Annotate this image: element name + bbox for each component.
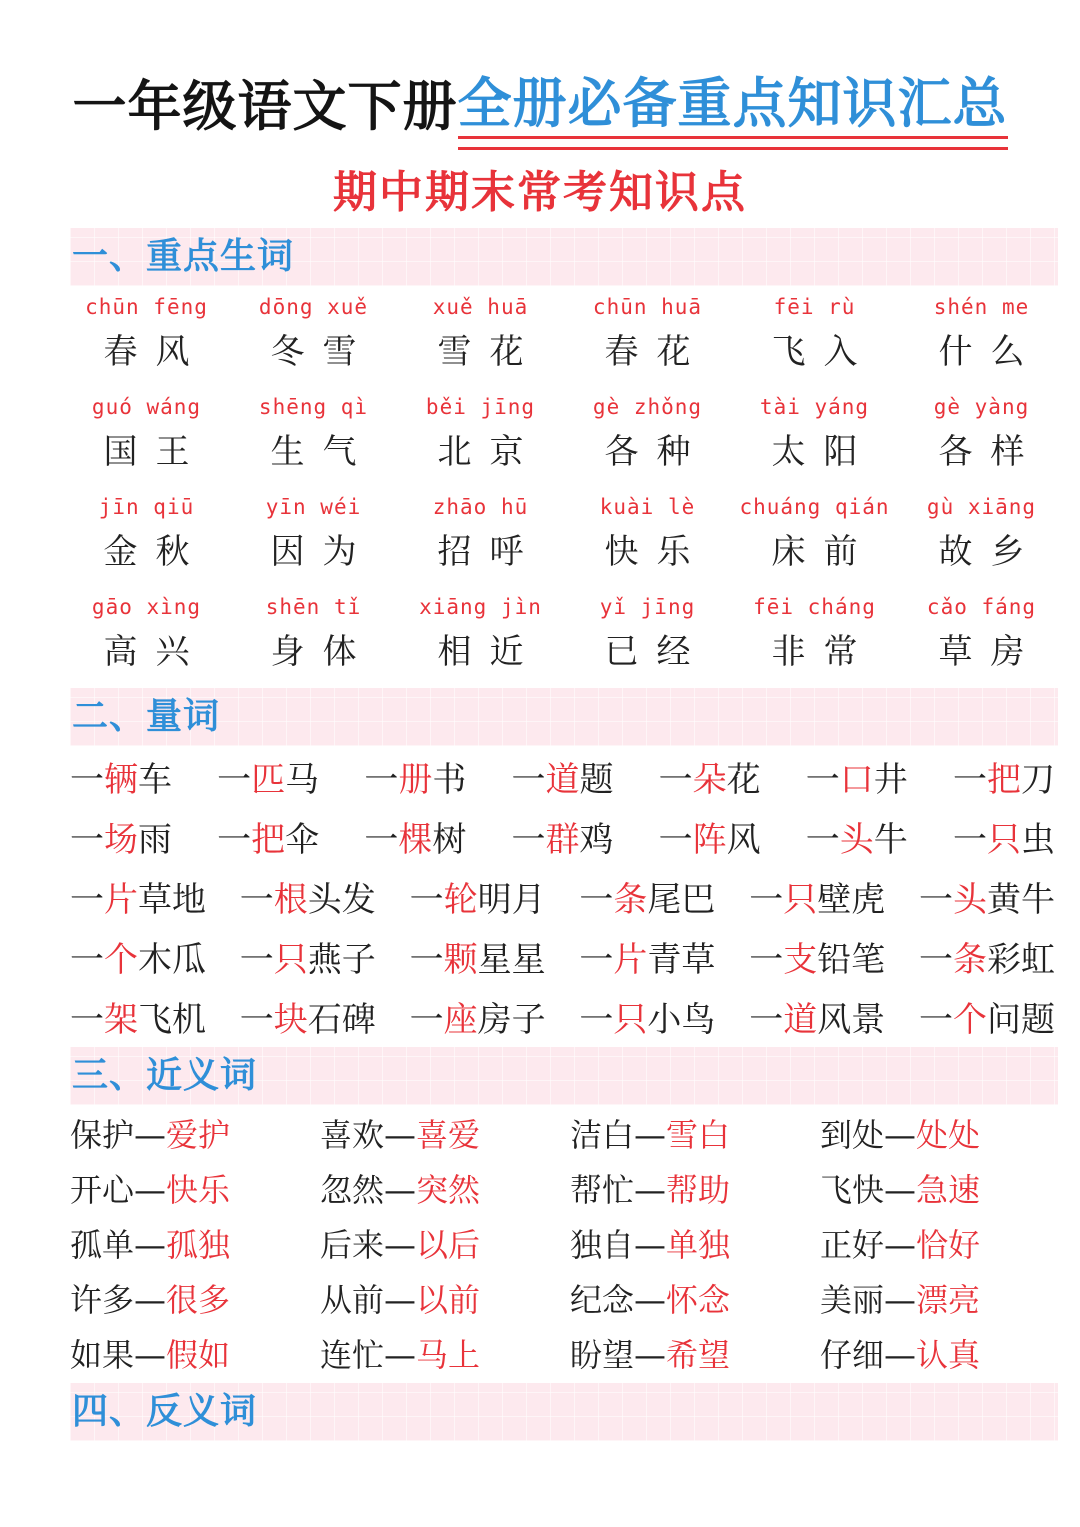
measure-word-noun: 车 [138, 759, 172, 800]
synonym-rhs: 马上 [416, 1336, 481, 1374]
measure-word-qty: 场 [104, 819, 138, 860]
synonym-lhs: 保护 [70, 1116, 135, 1154]
measure-word-item [659, 812, 761, 861]
vocab-hanzi: 金秋 [103, 532, 208, 572]
measure-word-num: 一 [511, 819, 546, 860]
measure-word-noun: 风 [726, 819, 761, 860]
measure-word-qty: 条 [952, 939, 987, 980]
measure-word-noun: 树 [432, 819, 467, 860]
measure-word-num: 一 [217, 759, 252, 800]
synonym-pair [70, 1273, 320, 1328]
measure-word-row [70, 988, 1055, 1044]
synonym-lhs: 喜欢 [320, 1116, 385, 1154]
synonym-rhs: 孤独 [166, 1226, 231, 1264]
measure-word-noun: 问题 [986, 999, 1055, 1040]
synonym-pair [320, 1108, 570, 1163]
measure-word-qty: 把 [986, 759, 1021, 800]
measure-word-qty: 棵 [398, 819, 433, 860]
measure-word-noun: 小鸟 [647, 999, 716, 1040]
vocab-hanzi: 春风 [103, 332, 208, 372]
vocab-item [731, 488, 898, 588]
measure-word-num: 一 [805, 759, 840, 800]
measure-word-qty: 架 [104, 999, 138, 1040]
measure-word-qty: 条 [613, 879, 648, 920]
synonym-rhs: 爱护 [166, 1116, 231, 1154]
synonym-sep: — [134, 1226, 167, 1264]
vocab-pinyin: shēng qì [258, 395, 369, 419]
measure-word-noun: 青草 [647, 939, 716, 980]
measure-word-num: 一 [70, 939, 104, 980]
synonym-pair [70, 1328, 320, 1383]
measure-word-qty: 口 [839, 759, 874, 800]
synonym-pair [570, 1328, 820, 1383]
measure-word-num: 一 [409, 939, 444, 980]
synonym-pair [320, 1163, 570, 1218]
measure-word-num: 一 [217, 819, 252, 860]
measure-word-num: 一 [658, 819, 693, 860]
vocab-item [898, 288, 1065, 388]
synonym-rhs: 快乐 [166, 1171, 231, 1209]
synonym-lhs: 孤单 [70, 1226, 135, 1264]
vocab-pinyin: yīn wéi [265, 495, 362, 519]
measure-word-num: 一 [952, 759, 987, 800]
vocab-hanzi: 相近 [437, 632, 542, 672]
measure-word-num: 一 [749, 999, 784, 1040]
measure-word-item [579, 932, 715, 981]
measure-word-item [919, 872, 1055, 921]
measure-word-item [70, 752, 172, 801]
section-title-vocab: 一、重点生词 [72, 236, 295, 277]
measure-word-item [749, 992, 885, 1041]
measure-word-item [953, 752, 1055, 801]
vocab-item [397, 388, 564, 488]
measure-word-num: 一 [239, 879, 274, 920]
measure-word-num: 一 [70, 879, 104, 920]
vocab-hanzi: 快乐 [604, 532, 709, 572]
synonym-pair [820, 1218, 1070, 1273]
section-title-synonyms: 三、近义词 [72, 1055, 258, 1096]
measure-word-noun: 草地 [138, 879, 206, 920]
vocab-item [731, 288, 898, 388]
vocab-item [63, 588, 230, 688]
measure-word-noun: 木瓜 [138, 939, 206, 980]
vocab-item [230, 288, 397, 388]
measure-word-qty: 辆 [104, 759, 138, 800]
synonym-pair [570, 1273, 820, 1328]
vocab-hanzi: 飞入 [771, 332, 876, 372]
vocab-item [397, 288, 564, 388]
measure-word-item [919, 932, 1055, 981]
measure-word-num: 一 [749, 939, 784, 980]
section-title-antonyms: 四、反义词 [72, 1391, 258, 1432]
vocab-item [63, 488, 230, 588]
vocab-pinyin: yǐ jīng [599, 595, 696, 619]
measure-word-noun: 明月 [477, 879, 546, 920]
measure-word-noun: 鸡 [579, 819, 614, 860]
measure-word-item [70, 872, 206, 921]
measure-word-qty: 只 [783, 879, 818, 920]
vocab-pinyin: dōng xuě [258, 295, 369, 319]
measure-word-noun: 虫 [1020, 819, 1055, 860]
measure-word-item [511, 752, 613, 801]
synonym-sep: — [134, 1336, 167, 1374]
measure-word-qty: 只 [613, 999, 648, 1040]
synonym-lhs: 如果 [70, 1336, 135, 1374]
synonym-rhs: 以后 [416, 1226, 481, 1264]
synonym-sep: — [634, 1116, 667, 1154]
vocab-hanzi: 身体 [270, 632, 375, 672]
synonym-sep: — [634, 1281, 667, 1319]
section-title-measure: 二、量词 [72, 696, 221, 737]
measure-word-row [70, 808, 1055, 864]
measure-word-qty: 册 [398, 759, 433, 800]
measure-word-row [70, 748, 1055, 804]
vocab-item [230, 588, 397, 688]
measure-word-qty: 阵 [692, 819, 727, 860]
vocab-pinyin: chuáng qián [739, 495, 890, 519]
synonym-rhs: 帮助 [666, 1171, 731, 1209]
synonym-lhs: 美丽 [820, 1281, 885, 1319]
vocab-hanzi: 冬雪 [270, 332, 375, 372]
measure-word-item [953, 812, 1055, 861]
measure-word-noun: 花 [726, 759, 761, 800]
vocab-pinyin: chūn fēng [85, 295, 208, 319]
vocab-item [731, 388, 898, 488]
measure-word-noun: 井 [873, 759, 908, 800]
title-main: 一年级语文下册 [72, 74, 458, 138]
synonym-pair [70, 1163, 320, 1218]
measure-word-item [579, 992, 715, 1041]
measure-word-noun: 尾巴 [647, 879, 716, 920]
vocab-pinyin: guó wáng [91, 395, 202, 419]
synonym-rhs: 假如 [166, 1336, 231, 1374]
measure-word-noun: 题 [579, 759, 614, 800]
vocab-item [564, 388, 731, 488]
vocab-pinyin: cǎo fáng [926, 595, 1037, 619]
measure-word-item [217, 752, 319, 801]
synonym-pair [570, 1108, 820, 1163]
vocab-item [397, 588, 564, 688]
measure-word-noun: 头发 [307, 879, 376, 920]
vocab-item [898, 488, 1065, 588]
vocab-item [564, 588, 731, 688]
measure-word-qty: 颗 [443, 939, 478, 980]
measure-word-num: 一 [70, 759, 104, 800]
synonym-rhs: 喜爱 [416, 1116, 481, 1154]
synonym-rhs: 处处 [916, 1116, 981, 1154]
synonym-lhs: 纪念 [570, 1281, 635, 1319]
vocab-hanzi: 太阳 [771, 432, 876, 472]
measure-word-num: 一 [579, 939, 614, 980]
vocab-hanzi: 草房 [938, 632, 1043, 672]
measure-word-noun: 马 [285, 759, 320, 800]
synonym-pair [570, 1163, 820, 1218]
vocab-hanzi: 各种 [604, 432, 709, 472]
vocab-pinyin: tài yáng [759, 395, 870, 419]
synonym-lhs: 连忙 [320, 1336, 385, 1374]
synonym-sep: — [134, 1281, 167, 1319]
vocab-pinyin: zhāo hū [432, 495, 529, 519]
synonym-rhs: 雪白 [666, 1116, 731, 1154]
measure-word-num: 一 [239, 999, 274, 1040]
synonym-pair [320, 1328, 570, 1383]
vocab-hanzi: 已经 [604, 632, 709, 672]
measure-word-item [217, 812, 319, 861]
measure-word-item [240, 992, 376, 1041]
synonym-sep: — [134, 1171, 167, 1209]
synonym-sep: — [634, 1226, 667, 1264]
synonym-lhs: 帮忙 [570, 1171, 635, 1209]
measure-word-item [806, 752, 908, 801]
measure-word-qty: 轮 [443, 879, 478, 920]
synonym-pair [70, 1108, 320, 1163]
measure-word-item [410, 932, 546, 981]
synonym-lhs: 独自 [570, 1226, 635, 1264]
measure-word-item [511, 812, 613, 861]
synonym-sep: — [384, 1171, 417, 1209]
synonym-rhs: 以前 [416, 1281, 481, 1319]
measure-word-qty: 只 [273, 939, 308, 980]
vocab-pinyin: xiāng jìn [419, 595, 542, 619]
vocab-pinyin: fēi cháng [753, 595, 876, 619]
measure-word-noun: 铅笔 [817, 939, 886, 980]
measure-word-qty: 根 [273, 879, 308, 920]
vocab-pinyin: gù xiāng [926, 495, 1037, 519]
measure-word-num: 一 [749, 879, 784, 920]
vocab-pinyin: shēn tǐ [265, 595, 362, 619]
measure-word-qty: 头 [839, 819, 874, 860]
measure-word-num: 一 [409, 999, 444, 1040]
vocab-pinyin: jīn qiū [98, 495, 195, 519]
vocab-hanzi: 春花 [604, 332, 709, 372]
vocab-hanzi: 招呼 [437, 532, 542, 572]
synonym-pair [320, 1218, 570, 1273]
synonym-pair [570, 1218, 820, 1273]
measure-word-qty: 支 [783, 939, 818, 980]
vocab-grid [63, 288, 1063, 688]
measure-word-qty: 片 [613, 939, 648, 980]
measure-word-noun: 伞 [285, 819, 320, 860]
vocab-hanzi: 非常 [771, 632, 876, 672]
measure-word-qty: 把 [251, 819, 286, 860]
measure-word-row [70, 928, 1055, 984]
vocab-item [230, 488, 397, 588]
synonym-pair [70, 1218, 320, 1273]
measure-word-qty: 个 [104, 939, 138, 980]
measure-word-item [659, 752, 761, 801]
measure-word-item [410, 992, 546, 1041]
vocab-pinyin: gè yàng [933, 395, 1030, 419]
vocab-pinyin: gāo xìng [91, 595, 202, 619]
vocab-hanzi: 床前 [771, 532, 876, 572]
vocab-item [63, 288, 230, 388]
measure-word-qty: 群 [545, 819, 580, 860]
synonym-lhs: 正好 [820, 1226, 885, 1264]
vocab-pinyin: shén me [933, 295, 1030, 319]
vocab-item [564, 288, 731, 388]
synonym-sep: — [884, 1336, 917, 1374]
measure-word-noun: 星星 [477, 939, 546, 980]
measure-word-num: 一 [579, 999, 614, 1040]
vocab-hanzi: 北京 [437, 432, 542, 472]
synonym-pair [820, 1163, 1070, 1218]
synonym-rhs: 希望 [666, 1336, 731, 1374]
measure-word-item [70, 812, 172, 861]
synonym-rhs: 认真 [916, 1336, 981, 1374]
measure-word-num: 一 [364, 819, 399, 860]
measure-word-item [410, 872, 546, 921]
measure-word-item [364, 812, 466, 861]
measure-word-noun: 黄牛 [986, 879, 1055, 920]
measure-word-qty: 道 [545, 759, 580, 800]
synonym-lhs: 后来 [320, 1226, 385, 1264]
vocab-hanzi: 故乡 [938, 532, 1043, 572]
measure-word-item [579, 872, 715, 921]
measure-word-num: 一 [918, 999, 953, 1040]
vocab-item [731, 588, 898, 688]
measure-word-noun: 刀 [1020, 759, 1055, 800]
measure-word-qty: 片 [104, 879, 138, 920]
measure-word-num: 一 [579, 879, 614, 920]
vocab-hanzi: 生气 [270, 432, 375, 472]
synonym-rhs: 单独 [666, 1226, 731, 1264]
synonym-rhs: 怀念 [666, 1281, 731, 1319]
synonym-lhs: 盼望 [570, 1336, 635, 1374]
synonym-sep: — [884, 1171, 917, 1209]
measure-word-item [70, 932, 206, 981]
measure-word-row [70, 868, 1055, 924]
synonym-rhs: 很多 [166, 1281, 231, 1319]
measure-word-qty: 头 [952, 879, 987, 920]
synonym-rhs: 急速 [916, 1171, 981, 1209]
measure-word-num: 一 [409, 879, 444, 920]
synonym-lhs: 从前 [320, 1281, 385, 1319]
measure-word-noun: 彩虹 [986, 939, 1055, 980]
measure-word-qty: 座 [443, 999, 478, 1040]
measure-word-item [240, 932, 376, 981]
measure-word-num: 一 [70, 819, 104, 860]
synonym-sep: — [884, 1116, 917, 1154]
measure-word-item [364, 752, 466, 801]
synonym-sep: — [384, 1116, 417, 1154]
measure-word-num: 一 [918, 879, 953, 920]
vocab-pinyin: fēi rù [773, 295, 856, 319]
synonym-lhs: 许多 [70, 1281, 135, 1319]
page-title [0, 62, 1080, 142]
synonym-rhs: 漂亮 [916, 1281, 981, 1319]
synonym-sep: — [384, 1336, 417, 1374]
measure-word-noun: 雨 [138, 819, 172, 860]
measure-word-item [749, 872, 885, 921]
measure-word-noun: 壁虎 [817, 879, 886, 920]
vocab-pinyin: gè zhǒng [592, 395, 703, 419]
vocab-item [564, 488, 731, 588]
page-subtitle: 期中期末常考知识点 [333, 167, 747, 218]
synonym-sep: — [134, 1116, 167, 1154]
measure-word-item [240, 872, 376, 921]
measure-word-num: 一 [239, 939, 274, 980]
measure-word-num: 一 [364, 759, 399, 800]
measure-word-noun: 书 [432, 759, 467, 800]
vocab-item [898, 388, 1065, 488]
measure-word-qty: 朵 [692, 759, 727, 800]
measure-word-item [70, 992, 206, 1041]
vocab-hanzi: 国王 [103, 432, 208, 472]
vocab-pinyin: kuài lè [599, 495, 696, 519]
vocab-hanzi: 什么 [938, 332, 1043, 372]
measure-word-num: 一 [511, 759, 546, 800]
measure-word-item [749, 932, 885, 981]
synonym-sep: — [634, 1171, 667, 1209]
vocab-item [397, 488, 564, 588]
synonym-lhs: 忽然 [320, 1171, 385, 1209]
synonym-lhs: 到处 [820, 1116, 885, 1154]
title-accent: 全册必备重点知识汇总 [458, 61, 1008, 144]
measure-word-noun: 牛 [873, 819, 908, 860]
synonym-pair [820, 1328, 1070, 1383]
synonym-sep: — [884, 1226, 917, 1264]
measure-word-qty: 个 [952, 999, 987, 1040]
vocab-item [63, 388, 230, 488]
measure-word-num: 一 [805, 819, 840, 860]
vocab-hanzi: 各样 [938, 432, 1043, 472]
measure-word-qty: 只 [986, 819, 1021, 860]
vocab-pinyin: chūn huā [592, 295, 703, 319]
measure-word-noun: 石碑 [307, 999, 376, 1040]
measure-word-noun: 房子 [477, 999, 546, 1040]
measure-word-item [919, 992, 1055, 1041]
measure-word-noun: 飞机 [138, 999, 206, 1040]
measure-word-qty: 道 [783, 999, 818, 1040]
measure-word-num: 一 [952, 819, 987, 860]
measure-word-num: 一 [70, 999, 104, 1040]
vocab-item [230, 388, 397, 488]
measure-word-qty: 匹 [251, 759, 286, 800]
synonym-pair [820, 1108, 1070, 1163]
vocab-pinyin: xuě huā [432, 295, 529, 319]
vocab-item [898, 588, 1065, 688]
vocab-hanzi: 雪花 [437, 332, 542, 372]
synonym-rhs: 突然 [416, 1171, 481, 1209]
measure-word-noun: 燕子 [307, 939, 376, 980]
synonym-lhs: 洁白 [570, 1116, 635, 1154]
measure-word-noun: 风景 [817, 999, 886, 1040]
synonym-sep: — [884, 1281, 917, 1319]
measure-word-qty: 块 [273, 999, 308, 1040]
synonym-pair [820, 1273, 1070, 1328]
synonym-grid [70, 1108, 1070, 1383]
measure-word-num: 一 [918, 939, 953, 980]
synonym-pair [320, 1273, 570, 1328]
synonym-sep: — [634, 1336, 667, 1374]
synonym-rhs: 恰好 [916, 1226, 981, 1264]
synonym-sep: — [384, 1281, 417, 1319]
synonym-sep: — [384, 1226, 417, 1264]
measure-word-item [806, 812, 908, 861]
synonym-lhs: 飞快 [820, 1171, 885, 1209]
vocab-pinyin: běi jīng [425, 395, 536, 419]
measure-word-num: 一 [658, 759, 693, 800]
synonym-lhs: 仔细 [820, 1336, 885, 1374]
vocab-hanzi: 高兴 [103, 632, 208, 672]
vocab-hanzi: 因为 [270, 532, 375, 572]
synonym-lhs: 开心 [70, 1171, 135, 1209]
